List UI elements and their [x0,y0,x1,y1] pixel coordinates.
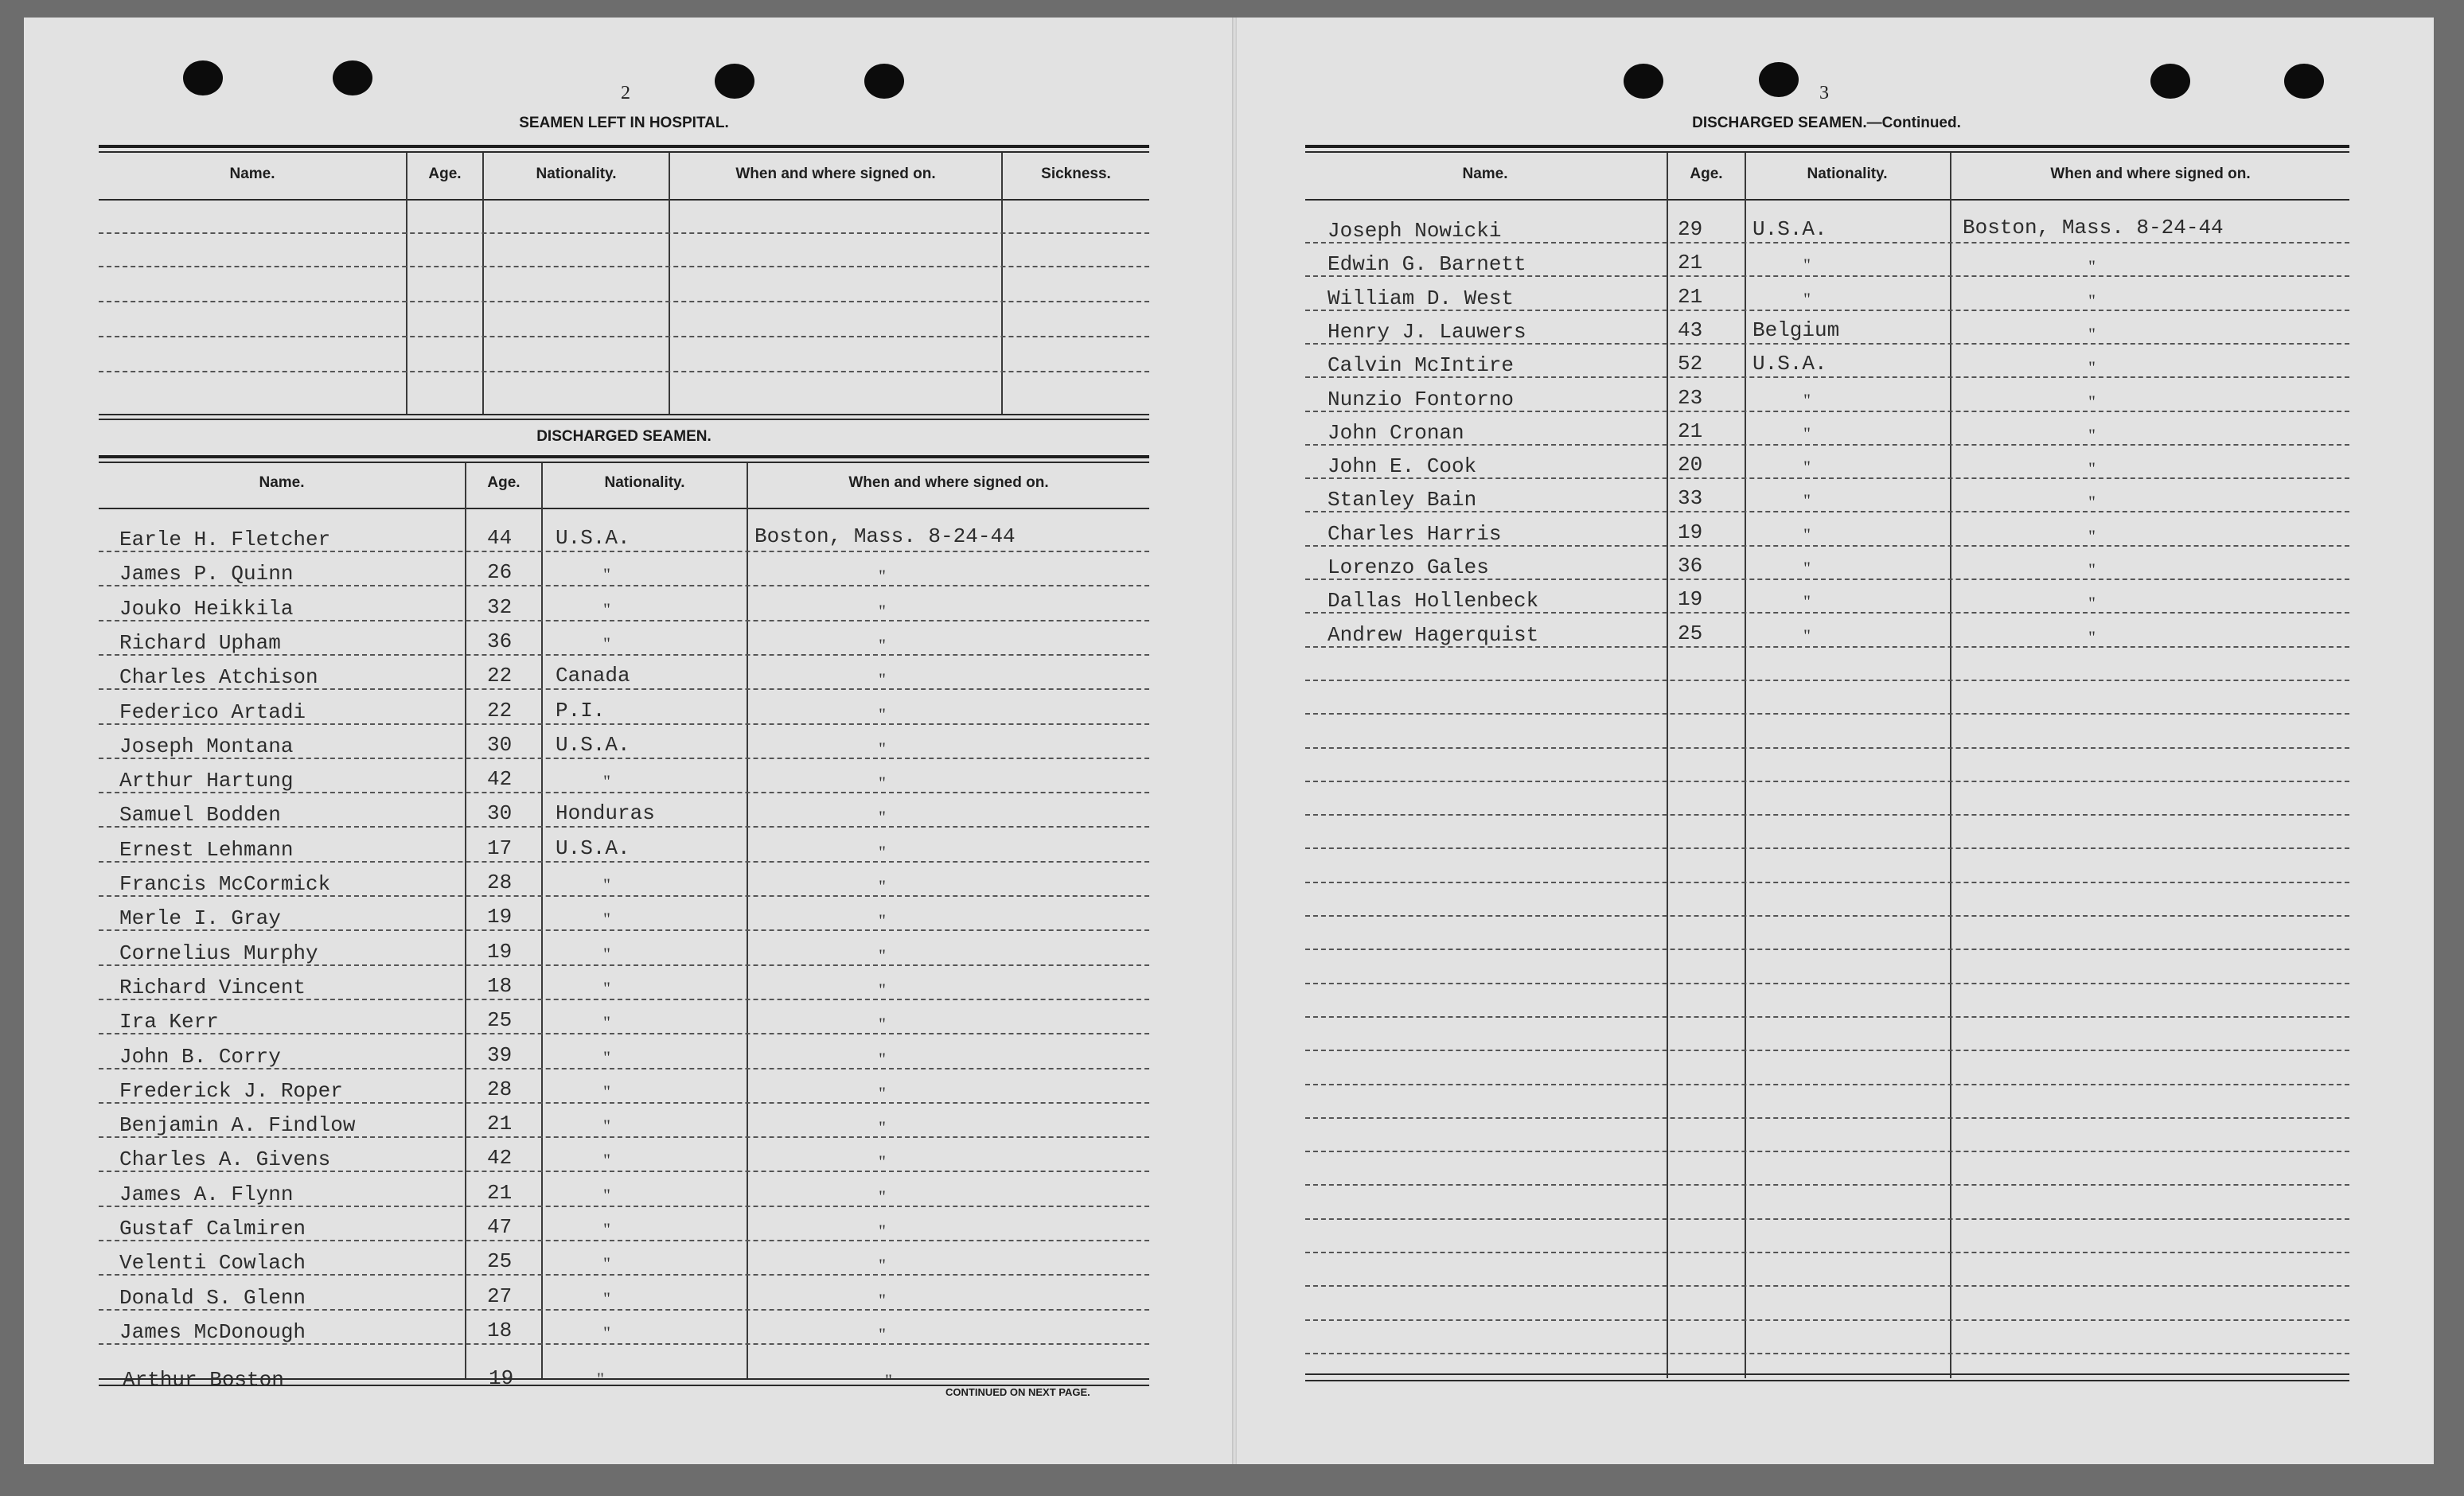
seaman-age: 33 [1678,486,1703,511]
seaman-signed-on: " [2088,290,2096,310]
discharged-header-rule [99,508,1149,509]
blank-row-rule [1305,1050,2349,1051]
blank-row-rule [1305,915,2349,917]
hospital-col-sickness: Sickness. [1041,166,1111,182]
seaman-nationality: " [603,943,610,964]
seaman-nationality: U.S.A. [1752,352,1827,376]
seaman-signed-on: " [879,910,886,931]
last-row-age: 19 [489,1366,514,1390]
seaman-age: 18 [487,1318,513,1342]
page-fold [1232,18,1237,1464]
seaman-age: 22 [487,698,513,723]
seaman-age: 21 [487,1112,513,1136]
hospital-table-top-rule-2 [99,151,1149,153]
seaman-signed-on: " [879,945,886,965]
right-col-nationality: Nationality. [1807,166,1888,182]
blank-row-rule [1305,983,2349,984]
blank-row-rule [1305,747,2349,749]
blank-row-rule [1305,713,2349,715]
right-table-bottom-rule-2 [1305,1380,2349,1381]
seaman-name: Velenti Cowlach [119,1251,306,1276]
seaman-name: Gustaf Calmiren [119,1217,306,1241]
seaman-name: William D. West [1328,286,1515,310]
seaman-signed-on: " [879,566,886,586]
seaman-signed-on: " [879,703,886,724]
seaman-name: Charles Atchison [119,665,318,690]
seaman-name: Joseph Montana [119,734,294,758]
seaman-signed-on: Boston, Mass. 8-24-44 [1963,216,2224,240]
seaman-nationality: " [1803,524,1811,544]
seaman-age: 21 [1678,284,1703,309]
seaman-age: 30 [487,801,513,826]
binder-hole [1624,64,1663,99]
blank-row-rule [1305,949,2349,950]
seaman-age: 39 [487,1042,513,1067]
seaman-nationality: " [603,1081,610,1101]
page-number-right: 3 [1819,83,1829,103]
seaman-age: 25 [1678,621,1703,645]
seaman-nationality: " [603,1288,610,1308]
seaman-signed-on: " [879,841,886,862]
seaman-signed-on: " [2088,593,2096,614]
seaman-signed-on: " [879,1289,886,1310]
seaman-age: 19 [1678,587,1703,612]
seaman-signed-on: " [879,634,886,655]
seaman-signed-on: " [2088,559,2096,579]
seaman-age: 18 [487,973,513,998]
seaman-nationality: Canada [556,664,630,688]
discharged-table-top-rule [99,455,1149,458]
right-table-top-rule-2 [1305,151,2349,153]
right-header-rule [1305,199,2349,201]
blank-row-rule [1305,847,2349,849]
discharged-col-nationality: Nationality. [604,474,685,491]
seaman-nationality: " [603,1150,610,1171]
seaman-age: 21 [1678,251,1703,275]
blank-row-rule [1305,1218,2349,1220]
discharged-section-title: DISCHARGED SEAMEN. [536,428,712,445]
seaman-nationality: U.S.A. [1752,217,1827,241]
seaman-age: 47 [487,1215,513,1239]
seaman-nationality: " [603,909,610,929]
discharged-table-top-rule-2 [99,462,1149,463]
seaman-nationality: " [1803,389,1811,410]
seaman-signed-on: " [879,1255,886,1276]
seaman-signed-on: " [879,807,886,828]
seaman-age: 32 [487,594,513,619]
seaman-nationality: " [1803,625,1811,645]
seaman-age: 25 [487,1249,513,1274]
seaman-name: Stanley Bain [1328,488,1477,512]
seaman-name: Joseph Nowicki [1328,219,1502,243]
blank-row-rule [1305,1285,2349,1287]
seaman-signed-on: " [2088,256,2096,277]
seaman-name: Frederick J. Roper [119,1078,343,1103]
right-table-bottom-rule [1305,1373,2349,1375]
seaman-name: James P. Quinn [119,562,294,586]
seaman-nationality: " [1803,457,1811,477]
binder-hole [2284,64,2324,99]
discharged-col-signed-on: When and where signed on. [848,474,1049,491]
discharged-col-age: Age. [487,474,520,491]
seaman-age: 20 [1678,453,1703,477]
seaman-nationality: " [603,1322,610,1342]
seaman-nationality: " [603,564,610,585]
seaman-signed-on: " [879,1048,886,1069]
seaman-signed-on: " [879,773,886,793]
seaman-nationality: " [1803,255,1811,275]
right-col-age: Age. [1690,166,1723,182]
seaman-nationality: " [1803,423,1811,443]
hospital-blank-row [99,232,1149,234]
blank-row-rule [1305,1319,2349,1321]
seaman-name: Lorenzo Gales [1328,555,1489,579]
discharged-col-name: Name. [259,474,305,491]
seaman-age: 21 [487,1180,513,1205]
seaman-nationality: " [1803,490,1811,511]
continued-note: CONTINUED ON NEXT PAGE. [945,1386,1090,1398]
seaman-nationality: " [603,977,610,998]
hospital-blank-row [99,371,1149,372]
seaman-name: James A. Flynn [119,1182,294,1206]
right-col-divider [1745,153,1746,1378]
seaman-age: 28 [487,871,513,894]
seaman-signed-on: Boston, Mass. 8-24-44 [754,524,1016,548]
seaman-name: Richard Upham [119,630,281,655]
last-row-name: Arthur Boston [123,1368,284,1392]
right-col-divider [1950,153,1951,1378]
hospital-col-age: Age. [428,166,462,182]
seaman-age: 36 [1678,554,1703,578]
seaman-signed-on: " [879,600,886,621]
seaman-age: 44 [487,526,513,550]
seaman-name: Ira Kerr [119,1010,219,1034]
seaman-signed-on: " [879,1323,886,1344]
seaman-signed-on: " [879,876,886,896]
seaman-name: Francis McCormick [119,872,331,896]
binder-hole [2150,64,2190,99]
blank-row-rule [1305,680,2349,681]
hospital-blank-row [99,301,1149,302]
seaman-age: 26 [487,560,513,585]
seaman-nationality: " [1803,591,1811,612]
seaman-age: 30 [487,732,513,757]
seaman-signed-on: " [879,738,886,758]
seaman-age: 42 [487,767,513,792]
seaman-nationality: " [603,1116,610,1136]
hospital-blank-row [99,336,1149,337]
seaman-age: 29 [1678,217,1703,241]
right-col-name: Name. [1462,166,1508,182]
seaman-age: 28 [487,1077,513,1101]
seaman-nationality: " [603,633,610,653]
blank-row-rule [1305,1084,2349,1085]
seaman-signed-on: " [879,979,886,999]
seaman-nationality: " [603,1046,610,1067]
seaman-signed-on: " [2088,458,2096,479]
discharged-continued-title: DISCHARGED SEAMEN.—Continued. [1692,115,1961,131]
blank-row-rule [1305,781,2349,782]
seaman-signed-on: " [2088,492,2096,512]
seaman-age: 25 [487,1008,513,1033]
hospital-col-divider [482,153,484,415]
seaman-name: Benjamin A. Findlow [119,1113,356,1138]
seaman-name: Earle H. Fletcher [119,528,331,551]
blank-row-rule [1305,882,2349,883]
seaman-name: Edwin G. Barnett [1328,252,1526,277]
seaman-name: Cornelius Murphy [119,941,318,965]
hospital-col-divider [1001,153,1003,415]
blank-row-rule [1305,1252,2349,1253]
blank-row-rule [1305,1117,2349,1119]
seaman-name: John Cronan [1328,420,1464,445]
seaman-signed-on: " [879,669,886,690]
blank-row-rule [1305,1151,2349,1152]
seaman-signed-on: " [2088,391,2096,411]
seaman-signed-on: " [879,1221,886,1241]
seaman-name: Charles Harris [1328,521,1502,546]
seaman-nationality: Honduras [556,801,655,826]
seaman-age: 22 [487,664,513,688]
seaman-nationality: Belgium [1752,318,1840,342]
seaman-age: 43 [1678,318,1703,342]
right-table-top-rule [1305,145,2349,148]
hospital-header-rule [99,199,1149,201]
seaman-nationality: P.I. [556,698,606,723]
hospital-col-divider [406,153,407,415]
seaman-name: Jouko Heikkila [119,596,294,621]
hospital-table-bottom-rule [99,414,1149,415]
seaman-signed-on: " [879,1151,886,1172]
hospital-col-signed-on: When and where signed on. [735,166,936,182]
seaman-age: 23 [1678,385,1703,410]
seaman-age: 36 [487,629,513,653]
seaman-name: Charles A. Givens [119,1147,331,1172]
row-rule [99,1033,1149,1034]
seaman-nationality: " [603,598,610,619]
seaman-nationality: " [603,1012,610,1033]
seaman-age: 17 [487,836,513,860]
seaman-age: 27 [487,1284,513,1308]
seaman-signed-on: " [2088,525,2096,546]
hospital-col-nationality: Nationality. [536,166,617,182]
blank-row-rule [1305,1353,2349,1354]
seaman-name: Ernest Lehmann [119,837,294,862]
binder-hole [183,60,223,95]
right-col-divider [1667,153,1668,1378]
seaman-signed-on: " [2088,626,2096,647]
seaman-signed-on: " [879,1117,886,1138]
seaman-nationality: " [1803,558,1811,578]
seaman-name: Nunzio Fontorno [1328,387,1515,411]
seaman-name: James McDonough [119,1319,306,1344]
seaman-name: Merle I. Gray [119,906,281,931]
seaman-age: 19 [487,939,513,964]
seaman-nationality: U.S.A. [556,836,630,860]
blank-row-rule [1305,1016,2349,1018]
last-row-signed-on: " [885,1370,892,1390]
hospital-col-name: Name. [229,166,275,182]
blank-row-rule [1305,814,2349,816]
seaman-signed-on: " [879,1082,886,1103]
seaman-age: 42 [487,1146,513,1171]
seaman-name: Donald S. Glenn [119,1285,306,1310]
seaman-name: Andrew Hagerquist [1328,622,1539,647]
hospital-table-top-rule [99,145,1149,148]
seaman-signed-on: " [879,1014,886,1034]
seaman-age: 52 [1678,352,1703,376]
right-col-signed-on: When and where signed on. [2050,166,2251,182]
binder-hole [864,64,904,99]
binder-hole [1759,62,1799,97]
seaman-name: Richard Vincent [119,975,306,999]
seaman-nationality: " [1803,288,1811,309]
seaman-nationality: " [603,771,610,792]
seaman-nationality: " [603,875,610,894]
blank-row-rule [1305,1184,2349,1186]
seaman-name: Calvin McIntire [1328,353,1515,378]
seaman-nationality: " [603,1253,610,1274]
last-row-nationality: " [597,1369,604,1389]
seaman-signed-on: " [2088,357,2096,378]
seaman-nationality: U.S.A. [556,732,630,757]
seaman-signed-on: " [879,1186,886,1206]
seaman-nationality: " [603,1219,610,1239]
seaman-age: 19 [487,905,513,929]
seaman-nationality: U.S.A. [556,526,630,550]
page-number-left: 2 [621,83,630,103]
hospital-table-bottom-rule-2 [99,419,1149,420]
seaman-signed-on: " [2088,424,2096,445]
seaman-age: 19 [1678,520,1703,544]
seaman-signed-on: " [2088,323,2096,344]
seaman-name: Samuel Bodden [119,803,281,828]
seaman-nationality: " [603,1184,610,1205]
hospital-blank-row [99,266,1149,267]
binder-hole [715,64,754,99]
seaman-age: 21 [1678,419,1703,443]
hospital-section-title: SEAMEN LEFT IN HOSPITAL. [519,115,729,131]
seaman-name: Dallas Hollenbeck [1328,589,1539,614]
seaman-name: John E. Cook [1328,454,1477,479]
seaman-name: Henry J. Lauwers [1328,319,1526,344]
hospital-col-divider [669,153,670,415]
seaman-name: Federico Artadi [119,699,306,724]
seaman-name: Arthur Hartung [119,769,294,793]
binder-hole [333,60,372,95]
seaman-name: John B. Corry [119,1044,281,1069]
